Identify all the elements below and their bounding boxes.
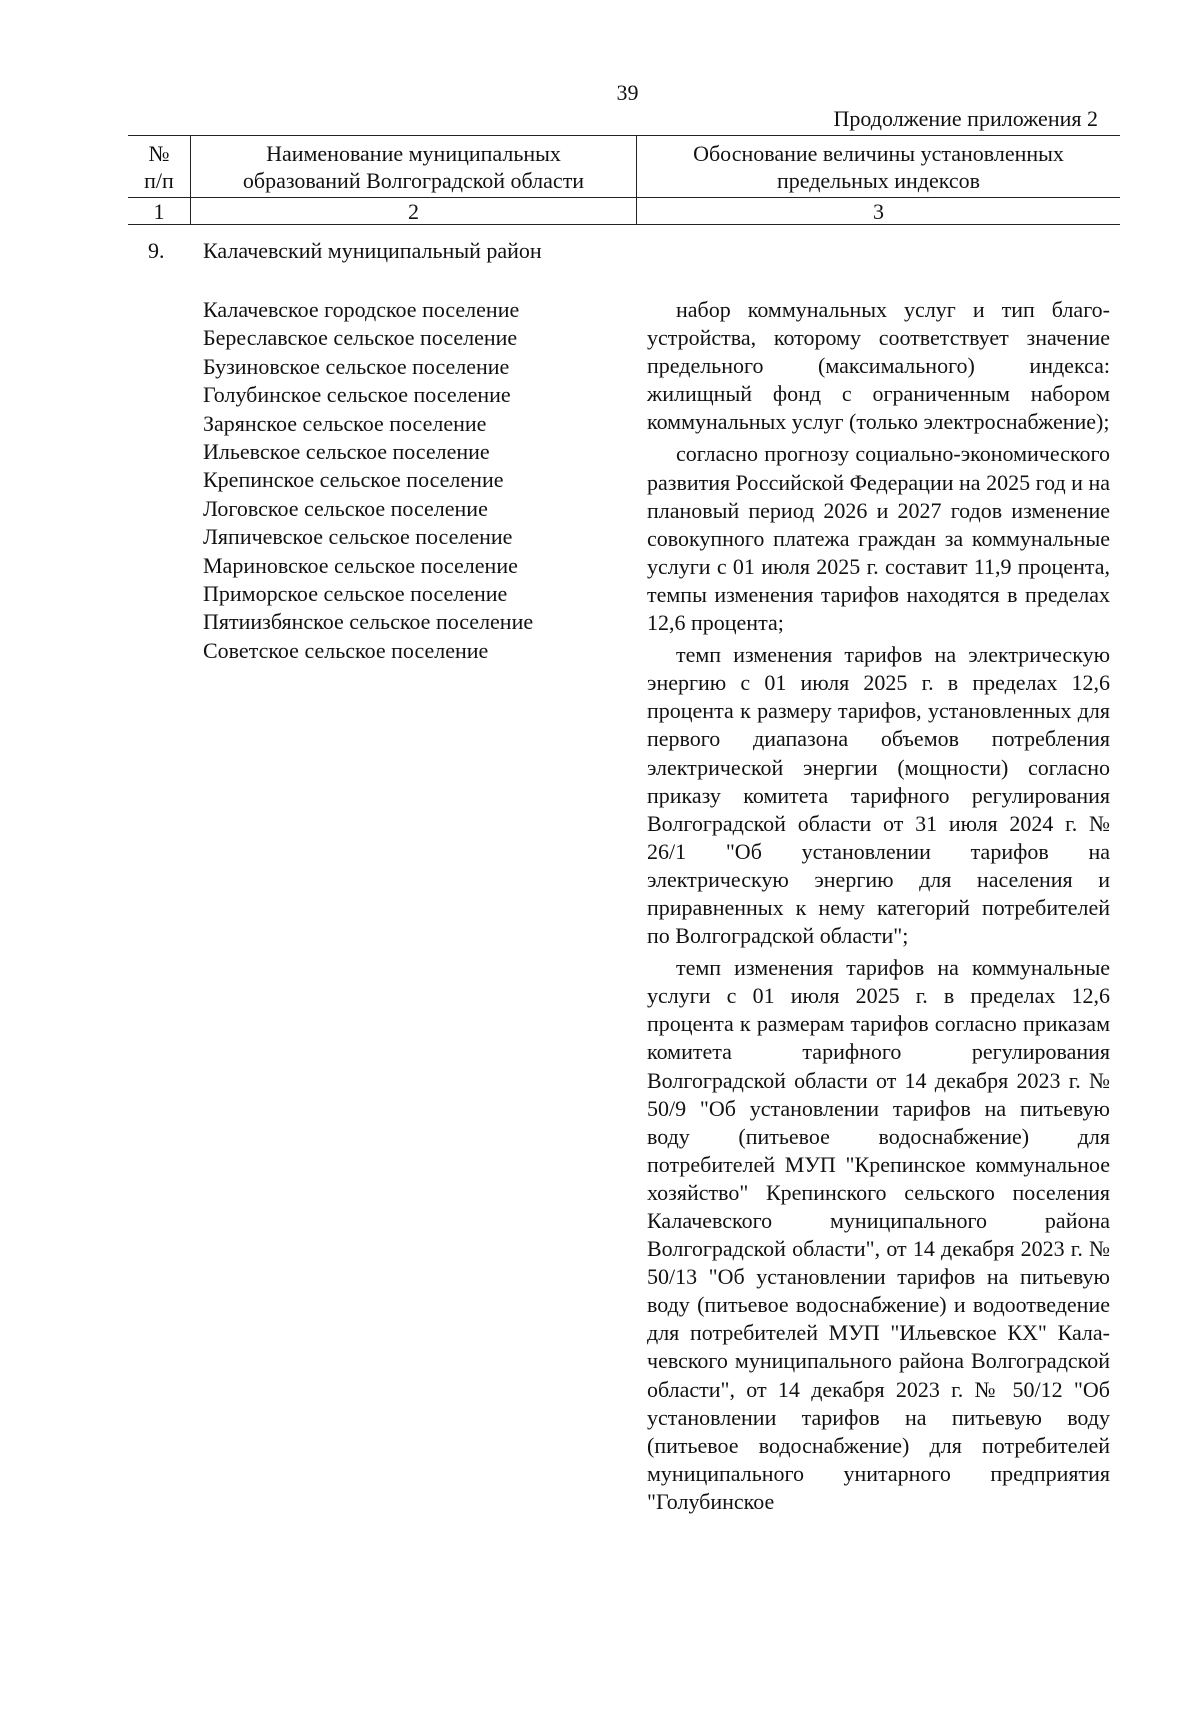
list-item: Мариновское сельское поселение (203, 552, 518, 578)
list-item: Голубинское сельское поселение (203, 382, 511, 408)
settlement-list (203, 296, 533, 665)
column-number-1: 1 (153, 199, 165, 224)
district-name: Калачевский муниципальный район (203, 238, 542, 263)
table-top-rule (128, 135, 1120, 136)
list-item: Калачевское городское поселение (203, 297, 520, 322)
justification-paragraph: темп изменения тарифов на коммунальные услуги с 01 июля 2025 г. в пределах 12,6 процента к размерам тарифов согласно приказам комитета тарифного регулирования Волгоградской области от 14 декабря 2023 г. № 50/9 "Об установлении тарифов на питьевую воду (питьевое водоснабжение) для потребителей МУП "Крепинское коммунальное хозяйство" Крепинского сельского поселения Калачевского муниципального района Волгоградской области", от 14 декабря 2023 г. № 50/13 "Об установлении тарифов на питьевую воду (питьевое водоснабжение) и водоотведение для потребителей МУП "Ильевское КХ" Калачевского муниципального района Волгоградской области", от 14 декабря 2023 г. № 50/12 "Об установлении тарифов на питьевую воду (питьевое водоснабжение) для потребителей муниципального унитарного предприятия "Голубинское (647, 955, 1110, 1514)
page-number: 39 (616, 80, 639, 105)
list-item: Приморское сельское поселение (203, 581, 508, 607)
header-municipality-name: Наименование муниципальных образований Волгоградской области (242, 141, 585, 193)
list-item: Бузиновское сельское поселение (203, 353, 510, 379)
list-item: Зарянское сельское поселение (203, 410, 487, 436)
justification-paragraph: темп изменения тарифов на электрическую энергию с 01 июля 2025 г. в пределах 12,6 процента к размеру тарифов, установленных для первого диапазона объемов потребления электрической энергии (мощности) согласно приказу комитета тарифного регулирования Волгоградской области от 31 июля 2024 г. № 26/1 "Об установлении тарифов на электрическую энергию для населения и приравненных к нему категорий потребителей по Волгоградской области"; (647, 642, 1110, 949)
header-justification: Обоснование величины установленных предельных индексов (693, 141, 1064, 193)
list-item: Крепинское сельское поселение (203, 467, 504, 493)
justification-paragraph: набор коммунальных услуг и тип благоустройства, которому соответствует значение предельного (максимального) индекса: жилищный фонд с ограниченным набором коммунальных услуг (только электроснабжение); (647, 297, 1110, 435)
appendix-continuation: Продолжение приложения 2 (833, 106, 1098, 131)
list-item: Ильевское сельское поселение (203, 439, 490, 465)
header-number: № п/п (144, 141, 174, 193)
list-item: Логовское сельское поселение (203, 495, 488, 521)
list-item: Советское сельское поселение (203, 637, 489, 663)
list-item: Ляпичевское сельское поселение (203, 524, 513, 550)
justification-text (647, 296, 1110, 1520)
column-number-3: 3 (873, 199, 884, 224)
column-number-2: 2 (408, 199, 419, 224)
table-header (128, 135, 1120, 225)
row-number: 9. (148, 238, 165, 263)
list-item: Береславское сельское поселение (203, 325, 518, 351)
list-item: Пятиизбянское сельское поселение (203, 609, 534, 635)
justification-paragraph: согласно прогнозу социально-экономического развития Российской Федерации на 2025 год и на плановый период 2026 и 2027 годов изменение совокупного платежа граждан за коммунальные услуги с 01 июля 2025 г. составит 11,9 процента, темпы изменения тарифов находятся в пределах 12,6 процента; (647, 441, 1110, 636)
